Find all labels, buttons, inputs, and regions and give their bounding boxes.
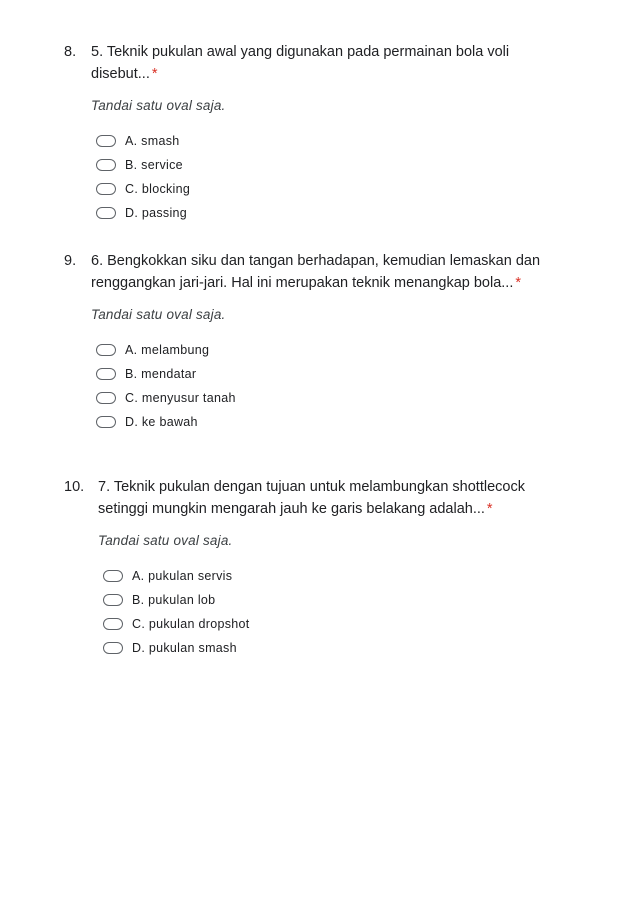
option-label: A. smash <box>125 134 180 148</box>
option-b[interactable] <box>91 362 561 386</box>
option-c[interactable] <box>91 386 561 410</box>
required-mark: * <box>515 275 522 291</box>
option-d[interactable] <box>98 636 568 660</box>
oval-radio[interactable] <box>96 368 116 380</box>
question-number: 10. <box>64 479 85 495</box>
option-list <box>91 338 561 434</box>
oval-radio[interactable] <box>103 642 123 654</box>
option-c[interactable] <box>91 177 561 201</box>
option-a[interactable] <box>91 338 561 362</box>
option-d[interactable] <box>91 410 561 434</box>
option-a[interactable] <box>98 564 568 588</box>
oval-radio[interactable] <box>96 344 116 356</box>
question-text <box>91 41 561 85</box>
question-hint: Tandai satu oval saja. <box>98 533 233 548</box>
option-label: B. pukulan lob <box>132 593 216 607</box>
option-label: A. pukulan servis <box>132 569 233 583</box>
option-c[interactable] <box>98 612 568 636</box>
required-mark: * <box>151 66 158 82</box>
required-mark: * <box>486 501 493 517</box>
oval-radio[interactable] <box>96 207 116 219</box>
option-list <box>91 129 561 225</box>
question-text-content: 7. Teknik pukulan dengan tujuan untuk melambungkan shottlecock setinggi mungkin mengarah jauh ke garis belakang adalah... <box>98 479 525 517</box>
question-number: 9. <box>64 253 77 269</box>
oval-radio[interactable] <box>96 392 116 404</box>
question-hint: Tandai satu oval saja. <box>91 98 226 113</box>
option-list <box>98 564 568 660</box>
question-text-content: 5. Teknik pukulan awal yang digunakan pada permainan bola voli disebut... <box>91 44 510 82</box>
option-b[interactable] <box>98 588 568 612</box>
oval-radio[interactable] <box>96 183 116 195</box>
option-label: D. ke bawah <box>125 415 198 429</box>
option-label: C. blocking <box>125 182 191 196</box>
option-label: C. menyusur tanah <box>125 391 236 405</box>
question-text <box>91 250 561 294</box>
oval-radio[interactable] <box>96 159 116 171</box>
oval-radio[interactable] <box>103 570 123 582</box>
question-text-content: 6. Bengkokkan siku dan tangan berhadapan, kemudian lemaskan dan renggangkan jari-jari. Hal ini merupakan teknik menangkap bola... <box>91 253 541 291</box>
option-a[interactable] <box>91 129 561 153</box>
option-label: A. melambung <box>125 343 210 357</box>
question-hint: Tandai satu oval saja. <box>91 307 226 322</box>
option-d[interactable] <box>91 201 561 225</box>
oval-radio[interactable] <box>103 618 123 630</box>
option-label: D. pukulan smash <box>132 641 237 655</box>
option-label: D. passing <box>125 206 188 220</box>
oval-radio[interactable] <box>96 135 116 147</box>
question-number: 8. <box>64 44 77 60</box>
option-label: B. mendatar <box>125 367 197 381</box>
option-label: B. service <box>125 158 183 172</box>
oval-radio[interactable] <box>103 594 123 606</box>
option-label: C. pukulan dropshot <box>132 617 250 631</box>
question-text <box>98 476 568 520</box>
option-b[interactable] <box>91 153 561 177</box>
oval-radio[interactable] <box>96 416 116 428</box>
